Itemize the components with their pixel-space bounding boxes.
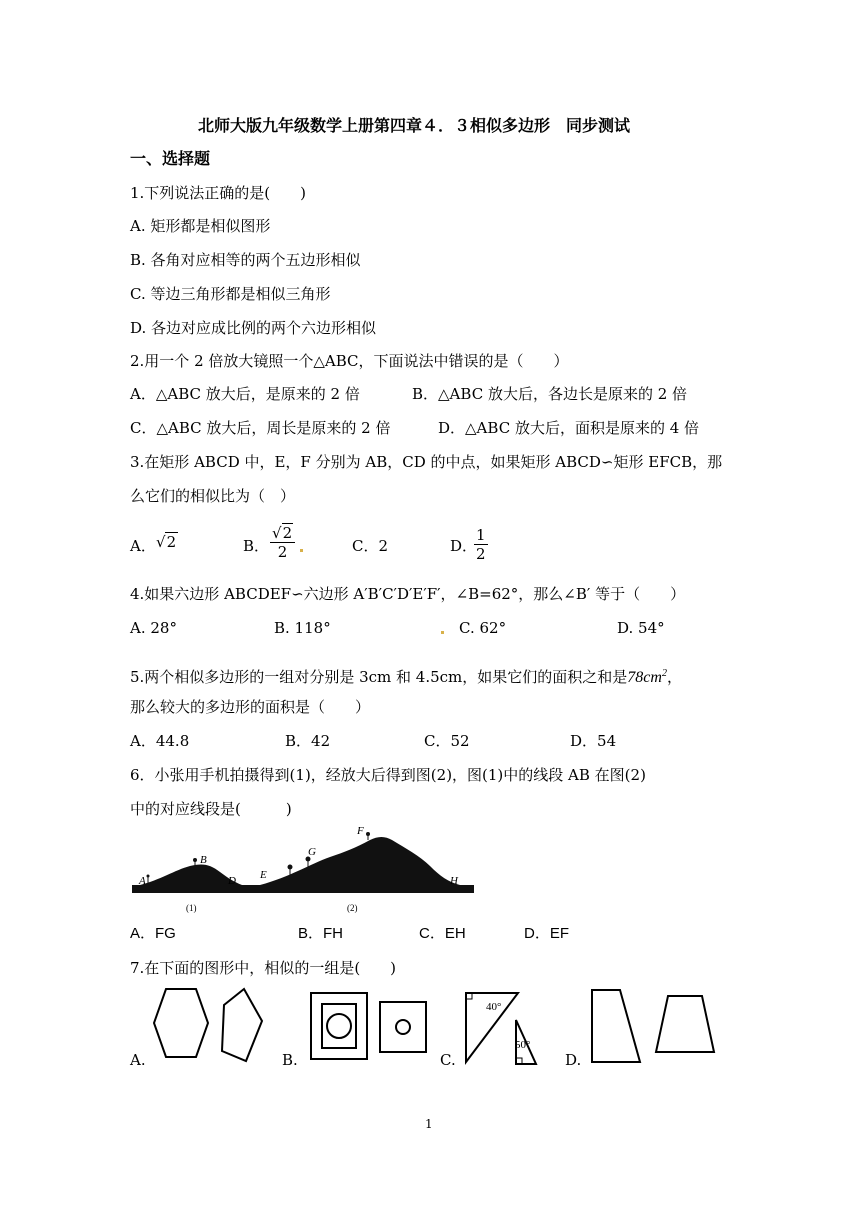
caption-2: (2) (347, 903, 358, 913)
label-B: B (200, 854, 207, 866)
label-A: A (139, 875, 146, 887)
q5-option-d: D．54 (570, 732, 617, 750)
q7-option-a-label: A. (130, 1051, 146, 1069)
q7-option-b-figure (308, 990, 430, 1064)
q7-option-a-figure (152, 985, 264, 1067)
q2-stem: 2.用一个 2 倍放大镜照一个△ABC，下面说法中错误的是（ ） (130, 352, 569, 370)
q1-option-b: B. 各角对应相等的两个五边形相似 (130, 251, 361, 269)
circle-2 (396, 1020, 410, 1034)
q1-option-d: D. 各边对应成比例的两个六边形相似 (130, 319, 377, 337)
ground-1 (132, 885, 242, 893)
q4-option-a: A. 28° (130, 619, 177, 637)
hill-figure-2 (242, 825, 474, 913)
q7-option-c-figure (460, 990, 540, 1068)
q3-option-c: C．2 (352, 537, 389, 555)
q5-stem-comma: ， (666, 668, 682, 686)
q4-option-d: D. 54° (617, 619, 665, 637)
trapezoid-2 (656, 996, 714, 1052)
q3-stem-line1: 3.在矩形 ABCD 中，E，F 分别为 AB，CD 的中点，如果矩形 ABCD∽矩形 EFCB，那 (130, 453, 723, 471)
trapezoid-1 (592, 990, 640, 1062)
angle-label-40: 40° (486, 1001, 502, 1013)
q5-option-c: C．52 (424, 732, 470, 750)
q6-option-d: D．EF (524, 925, 570, 942)
label-G: G (308, 846, 316, 858)
q2-option-d: D．△ABC 放大后，面积是原来的 4 倍 (438, 419, 700, 437)
q5-area-value: 78 (627, 669, 644, 686)
q3-stem-line2: 么它们的相似比为（ ） (130, 487, 296, 505)
q6-stem-line2: 中的对应线段是( ) (130, 800, 292, 818)
hill-1 (140, 864, 242, 885)
q1-option-c: C. 等边三角形都是相似三角形 (130, 285, 331, 303)
q5-stem-text: 5.两个相似多边形的一组对分别是 3cm 和 4.5cm，如果它们的面积之和是 (130, 668, 628, 686)
circle-1 (327, 1014, 351, 1038)
hill-figure-1 (132, 854, 242, 913)
q5-option-a: A．44.8 (130, 732, 190, 750)
mountain-figure (130, 822, 480, 914)
q7-stem: 7.在下面的图形中，相似的一组是( ) (130, 959, 397, 977)
q5-stem-line2: 那么较大的多边形的面积是（ ） (130, 698, 371, 716)
q3-option-d-denominator: 2 (476, 545, 486, 563)
q6-option-a: A．FG (130, 925, 176, 942)
page-title: 北师大版九年级数学上册第四章４．３相似多边形 同步测试 (198, 116, 631, 135)
section-heading: 一、选择题 (130, 149, 211, 168)
outer-rect-1 (311, 993, 367, 1059)
page-number: 1 (425, 1117, 433, 1131)
pentagon (222, 989, 262, 1061)
q3-option-a-sqrt (156, 532, 178, 551)
ground-2 (242, 885, 474, 893)
label-H: H (450, 875, 458, 887)
square-2 (380, 1002, 426, 1052)
q5-area-unit: cm (643, 669, 662, 686)
q6-stem-line1: 6．小张用手机拍摄得到(1)，经放大后得到图(2)，图(1)中的线段 AB 在图(2) (130, 766, 646, 784)
q3-option-d-numerator: 1 (476, 526, 486, 544)
q7-option-b-label: B. (282, 1051, 298, 1069)
q3-option-a-label: A． (130, 537, 156, 555)
q3-option-d-fraction (474, 526, 488, 563)
q5-area-exponent: 2 (661, 668, 667, 679)
q3-option-b-radicand: 2 (282, 524, 293, 542)
caption-1: (1) (186, 903, 197, 913)
q4-option-b: B. 118° (274, 619, 331, 637)
q7-option-d-label: D. (565, 1051, 582, 1069)
q4-stem: 4.如果六边形 ABCDEF∽六边形 A′B′C′D′E′F′，∠B=62°，那么∠B′ 等于（ ） (130, 585, 686, 603)
hexagon (154, 989, 208, 1057)
q6-option-b: B．FH (298, 925, 344, 942)
stray-dot (441, 631, 444, 634)
q3-option-a-radicand: 2 (166, 533, 177, 551)
q1-stem: 1.下列说法正确的是( ) (130, 184, 307, 202)
q2-option-b: B．△ABC 放大后，各边长是原来的 2 倍 (412, 385, 688, 403)
q7-option-d-figure (588, 986, 718, 1068)
q5-stem-line1 (130, 664, 682, 688)
q3-option-b-numerator: √2 (270, 524, 295, 543)
q1-option-a: A. 矩形都是相似图形 (130, 217, 271, 235)
label-F: F (357, 825, 364, 837)
q3-option-b-denominator: 2 (277, 543, 288, 561)
q2-option-a: A．△ABC 放大后，是原来的 2 倍 (130, 385, 360, 403)
q3-option-b-label: B． (243, 537, 270, 555)
q6-option-c: C．EH (419, 925, 466, 942)
radical-sign: √ (156, 533, 166, 551)
q2-option-c: C．△ABC 放大后，周长是原来的 2 倍 (130, 419, 391, 437)
label-D: D (228, 875, 236, 887)
q7-option-c-label: C. (440, 1051, 456, 1069)
q3-option-d-label: D． (450, 537, 478, 555)
label-E: E (260, 869, 267, 881)
q4-option-c: C. 62° (459, 619, 507, 637)
stray-dot (300, 549, 303, 552)
q3-option-b-fraction (270, 524, 295, 561)
q5-option-b: B．42 (285, 732, 331, 750)
angle-label-50: 50° (515, 1039, 531, 1051)
